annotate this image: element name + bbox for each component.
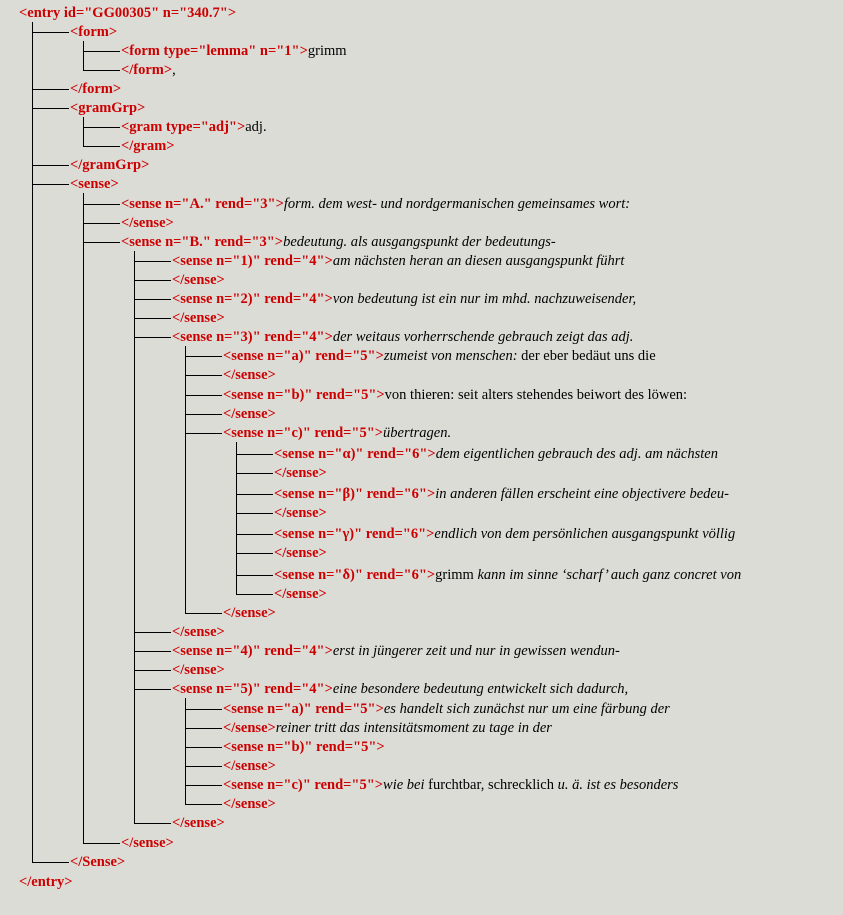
node-text: der weitaus vorherrschende gebrauch zeigt das adj.	[332, 329, 634, 345]
branch-connector	[134, 651, 171, 652]
trunk-connector	[134, 251, 135, 824]
tree-node	[19, 874, 73, 890]
node-text: grimm	[435, 567, 474, 583]
trunk-connector	[236, 442, 237, 595]
xml-tag: <sense n="c)" rend="5">	[223, 425, 384, 441]
xml-tag: </sense>	[172, 662, 225, 678]
branch-connector	[134, 689, 171, 690]
branch-connector	[32, 184, 69, 185]
tree-node	[121, 43, 347, 59]
branch-connector	[83, 242, 120, 243]
tree-node	[223, 777, 678, 793]
xml-tag: </sense>	[274, 545, 327, 561]
xml-tag: </sense>	[172, 272, 225, 288]
branch-connector	[83, 223, 120, 224]
branch-connector	[83, 843, 120, 844]
branch-connector	[236, 553, 273, 554]
xml-tag: </sense>	[172, 310, 225, 326]
node-text: form. dem west- und nordgermanischen gemeinsames wort:	[283, 196, 631, 212]
branch-connector	[83, 70, 120, 71]
xml-tag: <sense n="a)" rend="5">	[223, 348, 384, 364]
tree-node	[274, 545, 327, 561]
node-text: zumeist von menschen:	[383, 348, 518, 364]
branch-connector	[185, 375, 222, 376]
node-text: am nächsten heran an diesen ausgangspunkt führt	[332, 253, 625, 269]
xml-tag: </sense>	[223, 796, 276, 812]
branch-connector	[134, 823, 171, 824]
trunk-connector	[83, 41, 84, 71]
branch-connector	[236, 454, 273, 455]
branch-connector	[236, 534, 273, 535]
branch-connector	[236, 473, 273, 474]
branch-connector	[134, 670, 171, 671]
tree-node	[223, 387, 687, 403]
node-text: eine besondere bedeutung entwickelt sich dadurch,	[332, 681, 629, 697]
xml-tag: <sense n="c)" rend="5">	[223, 777, 384, 793]
xml-tag: </sense>	[223, 758, 276, 774]
xml-tag: </sense>	[172, 624, 225, 640]
node-text: der eber bedäut uns die	[517, 348, 656, 364]
xml-tag: </sense>	[121, 215, 174, 231]
branch-connector	[185, 728, 222, 729]
xml-tag: <gram type="adj">	[121, 119, 246, 135]
tree-node	[223, 796, 276, 812]
xml-tag: <form>	[70, 24, 118, 40]
branch-connector	[134, 318, 171, 319]
branch-connector	[134, 632, 171, 633]
branch-connector	[134, 337, 171, 338]
xml-tag: <sense n="1)" rend="4">	[172, 253, 333, 269]
tree-node	[172, 291, 636, 307]
xml-tag: </Sense>	[70, 854, 126, 870]
branch-connector	[185, 709, 222, 710]
branch-connector	[236, 513, 273, 514]
node-text: von bedeutung ist ein nur im mhd. nachzuweisender,	[332, 291, 637, 307]
branch-connector	[185, 433, 222, 434]
node-text: dem eigentlichen gebrauch des adj. am nächsten	[435, 446, 718, 462]
tree-node	[223, 348, 656, 364]
tree-node	[223, 425, 451, 441]
node-text: ,	[172, 62, 176, 78]
tree-node	[121, 234, 556, 250]
tree-node	[70, 854, 125, 870]
xml-tag: <sense n="B." rend="3">	[121, 234, 284, 250]
tree-node	[172, 643, 620, 659]
branch-connector	[185, 804, 222, 805]
xml-tag: </sense>	[274, 586, 327, 602]
tree-node	[223, 758, 276, 774]
tree-node	[223, 406, 276, 422]
tree-node	[172, 329, 633, 345]
node-text: endlich von dem persönlichen ausgangspunkt völlig	[434, 526, 736, 542]
node-text: bedeutung. als ausgangspunkt der bedeutungs-	[283, 234, 556, 250]
branch-connector	[185, 395, 222, 396]
tree-node	[223, 739, 385, 755]
branch-connector	[32, 32, 69, 33]
tree-node	[121, 62, 176, 78]
trunk-connector	[32, 22, 33, 863]
tree-node	[70, 157, 149, 173]
node-text: reiner tritt das intensitätsmoment zu tage in der	[275, 720, 552, 736]
branch-connector	[32, 108, 69, 109]
xml-tag: <sense n="3)" rend="4">	[172, 329, 333, 345]
xml-tag: </gram>	[121, 138, 175, 154]
node-text: kann im sinne ‘scharf’ auch ganz concret von	[473, 567, 742, 583]
branch-connector	[134, 280, 171, 281]
branch-connector	[32, 862, 69, 863]
xml-tag: </form>	[121, 62, 173, 78]
xml-tag: </sense>	[223, 605, 276, 621]
node-text: furchtbar, schrecklich	[428, 777, 558, 793]
tree-node	[223, 701, 670, 717]
tree-node	[121, 215, 174, 231]
trunk-connector	[185, 346, 186, 614]
branch-connector	[236, 494, 273, 495]
branch-connector	[185, 747, 222, 748]
tree-node	[172, 272, 225, 288]
xml-tag: <sense n="γ)" rend="6">	[274, 526, 435, 542]
tree-node	[223, 367, 276, 383]
xml-tag: <sense n="4)" rend="4">	[172, 643, 333, 659]
branch-connector	[134, 299, 171, 300]
trunk-connector	[83, 117, 84, 147]
xml-tag: </sense>	[223, 367, 276, 383]
xml-tag: <sense n="a)" rend="5">	[223, 701, 384, 717]
tree-node	[121, 119, 267, 135]
tree-node	[172, 662, 225, 678]
branch-connector	[236, 594, 273, 595]
tree-node	[172, 310, 225, 326]
branch-connector	[83, 204, 120, 205]
xml-tag: </sense>	[172, 815, 225, 831]
tree-node	[274, 505, 327, 521]
branch-connector	[185, 356, 222, 357]
trunk-connector	[83, 193, 84, 844]
xml-tag: <sense n="5)" rend="4">	[172, 681, 333, 697]
xml-tag: <sense n="2)" rend="4">	[172, 291, 333, 307]
tree-node	[223, 720, 552, 736]
xml-tag: <sense n="b)" rend="5">	[223, 739, 385, 755]
branch-connector	[185, 613, 222, 614]
trunk-connector	[185, 698, 186, 805]
tree-node	[70, 176, 119, 192]
xml-tag: </form>	[70, 81, 122, 97]
xml-tag: </sense>	[223, 406, 276, 422]
branch-connector	[83, 51, 120, 52]
xml-tag: <sense n="α)" rend="6">	[274, 446, 436, 462]
tree-node	[121, 138, 175, 154]
branch-connector	[185, 766, 222, 767]
node-text: von thieren: seit alters stehendes beiwort des löwen:	[384, 387, 688, 403]
node-text: übertragen.	[383, 425, 452, 441]
branch-connector	[32, 165, 69, 166]
xml-tag: </sense>	[274, 505, 327, 521]
node-text: adj.	[245, 119, 267, 135]
node-text: erst in jüngerer zeit und nur in gewissen wendun-	[332, 643, 620, 659]
tree-node	[70, 81, 121, 97]
tree-node	[70, 100, 145, 116]
tree-node	[274, 465, 327, 481]
xml-tag: </gramGrp>	[70, 157, 150, 173]
branch-connector	[83, 146, 120, 147]
tree-node	[172, 253, 624, 269]
tree-node	[121, 196, 630, 212]
xml-tag: <entry id="GG00305" n="340.7">	[19, 5, 237, 21]
node-text: wie bei	[383, 777, 429, 793]
xml-tag: <sense n="β)" rend="6">	[274, 486, 436, 502]
node-text: es handelt sich zunächst nur um eine färbung der	[383, 701, 670, 717]
tree-node	[274, 446, 718, 462]
tree-node	[274, 526, 735, 542]
tree-node	[223, 605, 276, 621]
branch-connector	[134, 261, 171, 262]
branch-connector	[236, 575, 273, 576]
node-text: in anderen fällen erscheint eine objectivere bedeu-	[435, 486, 729, 502]
xml-tag: </sense>	[121, 835, 174, 851]
xml-tag: </entry>	[19, 874, 73, 890]
xml-tag: <sense>	[70, 176, 119, 192]
xml-tag: </sense>	[274, 465, 327, 481]
tree-node	[274, 586, 327, 602]
tree-node	[172, 815, 225, 831]
xml-tag: <gramGrp>	[70, 100, 146, 116]
tree-node	[274, 486, 729, 502]
tree-node	[274, 567, 741, 583]
node-text: grimm	[307, 43, 347, 59]
branch-connector	[185, 414, 222, 415]
xml-tag: <form type="lemma" n="1">	[121, 43, 308, 59]
tree-node	[19, 5, 236, 21]
branch-connector	[32, 89, 69, 90]
xml-tag: <sense n="b)" rend="5">	[223, 387, 385, 403]
xml-tag: <sense n="δ)" rend="6">	[274, 567, 436, 583]
tree-node	[121, 835, 174, 851]
branch-connector	[83, 127, 120, 128]
branch-connector	[185, 785, 222, 786]
node-text: u. ä. ist es besonders	[557, 777, 679, 793]
tree-node	[172, 681, 628, 697]
xml-tag: <sense n="A." rend="3">	[121, 196, 284, 212]
xml-tag: </sense>	[223, 720, 276, 736]
tree-node	[172, 624, 225, 640]
tree-node	[70, 24, 117, 40]
